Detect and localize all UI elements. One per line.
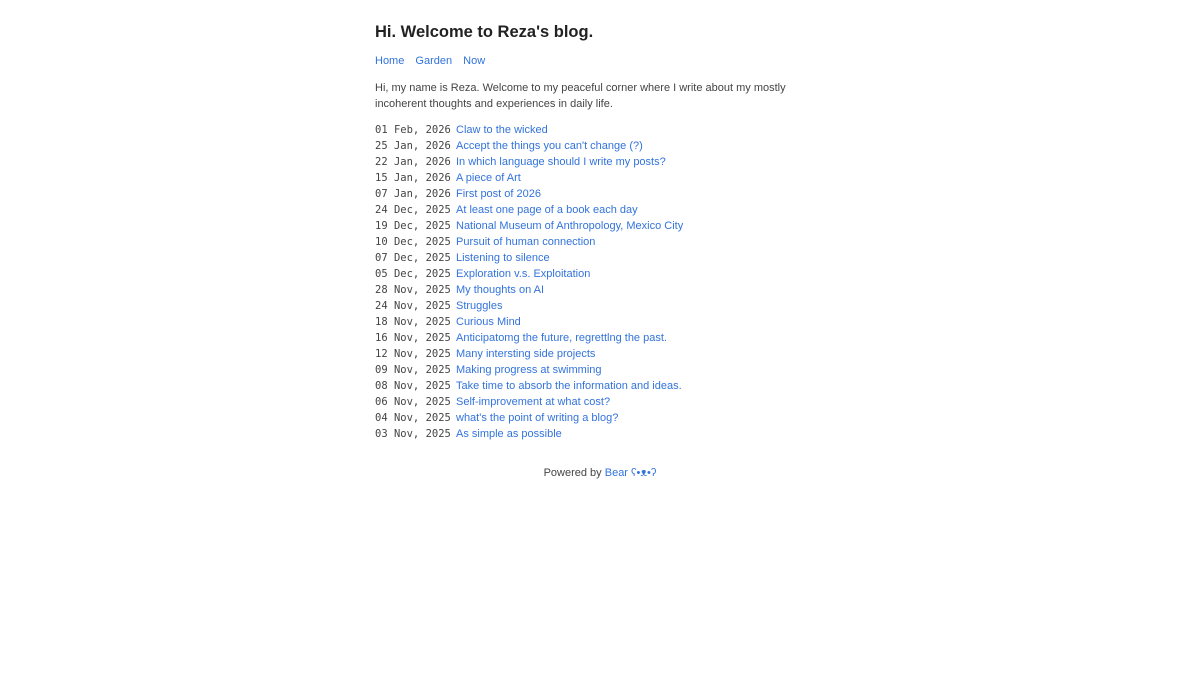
post-link[interactable]: Curious Mind [456, 316, 521, 328]
post-item [375, 122, 683, 138]
footer-powered-by: Powered by [543, 467, 602, 479]
post-item [375, 202, 683, 218]
post-link[interactable]: what's the point of writing a blog? [456, 412, 619, 424]
post-link[interactable]: Take time to absorb the information and ideas. [456, 380, 682, 392]
post-item [375, 346, 683, 362]
post-date: 12 Nov, 2025 [375, 348, 451, 360]
post-item [375, 266, 683, 282]
post-link[interactable]: Anticipatomg the future, regrettlng the past. [456, 332, 667, 344]
post-date: 16 Nov, 2025 [375, 332, 451, 344]
post-item [375, 154, 683, 170]
post-date: 22 Jan, 2026 [375, 156, 451, 168]
post-date: 07 Jan, 2026 [375, 188, 451, 200]
nav-link-home[interactable]: Home [375, 55, 405, 67]
post-link[interactable]: Self-improvement at what cost? [456, 396, 611, 408]
post-item [375, 282, 683, 298]
post-item [375, 298, 683, 314]
main-nav [375, 55, 493, 67]
post-date: 07 Dec, 2025 [375, 252, 451, 264]
post-item [375, 314, 683, 330]
post-date: 08 Nov, 2025 [375, 380, 451, 392]
post-date: 09 Nov, 2025 [375, 364, 451, 376]
post-date: 10 Dec, 2025 [375, 236, 451, 248]
post-item [375, 250, 683, 266]
post-link[interactable]: Struggles [456, 300, 503, 312]
post-date: 15 Jan, 2026 [375, 172, 451, 184]
post-item [375, 426, 683, 442]
post-item [375, 234, 683, 250]
page-footer [0, 467, 1200, 479]
post-date: 06 Nov, 2025 [375, 396, 451, 408]
post-date: 04 Nov, 2025 [375, 412, 451, 424]
post-link[interactable]: Many intersting side projects [456, 348, 596, 360]
post-item [375, 138, 683, 154]
post-date: 24 Nov, 2025 [375, 300, 451, 312]
post-list [375, 122, 683, 442]
post-link[interactable]: A piece of Art [456, 172, 521, 184]
post-link[interactable]: At least one page of a book each day [456, 204, 638, 216]
post-link[interactable]: First post of 2026 [456, 188, 541, 200]
post-link[interactable]: Listening to silence [456, 252, 550, 264]
nav-link-garden[interactable]: Garden [415, 55, 453, 67]
post-link[interactable]: My thoughts on AI [456, 284, 545, 296]
post-link[interactable]: Claw to the wicked [456, 124, 548, 136]
post-item [375, 186, 683, 202]
post-link[interactable]: Exploration v.s. Exploitation [456, 268, 591, 280]
post-date: 01 Feb, 2026 [375, 124, 451, 136]
post-link[interactable]: National Museum of Anthropology, Mexico City [456, 220, 684, 232]
post-item [375, 330, 683, 346]
post-date: 25 Jan, 2026 [375, 140, 451, 152]
nav-link-now[interactable]: Now [463, 55, 486, 67]
post-item [375, 394, 683, 410]
bear-link[interactable]: Bear ʕ•ᴥ•ʔ [604, 467, 657, 479]
post-item [375, 362, 683, 378]
post-date: 18 Nov, 2025 [375, 316, 451, 328]
post-link[interactable]: Making progress at swimming [456, 364, 602, 376]
post-date: 05 Dec, 2025 [375, 268, 451, 280]
post-link[interactable]: As simple as possible [456, 428, 562, 440]
post-date: 03 Nov, 2025 [375, 428, 451, 440]
post-date: 19 Dec, 2025 [375, 220, 451, 232]
page-title: Hi. Welcome to Reza's blog. [375, 23, 594, 41]
post-item [375, 378, 683, 394]
intro-paragraph: Hi, my name is Reza. Welcome to my peaceful corner where I write about my mostly incoherent thoughts and experiences in daily life. [375, 82, 786, 110]
post-link[interactable]: Accept the things you can't change (?) [456, 140, 643, 152]
post-item [375, 410, 683, 426]
post-item [375, 170, 683, 186]
post-date: 28 Nov, 2025 [375, 284, 451, 296]
post-item [375, 218, 683, 234]
post-date: 24 Dec, 2025 [375, 204, 451, 216]
post-link[interactable]: Pursuit of human connection [456, 236, 596, 248]
post-link[interactable]: In which language should I write my posts? [456, 156, 666, 168]
